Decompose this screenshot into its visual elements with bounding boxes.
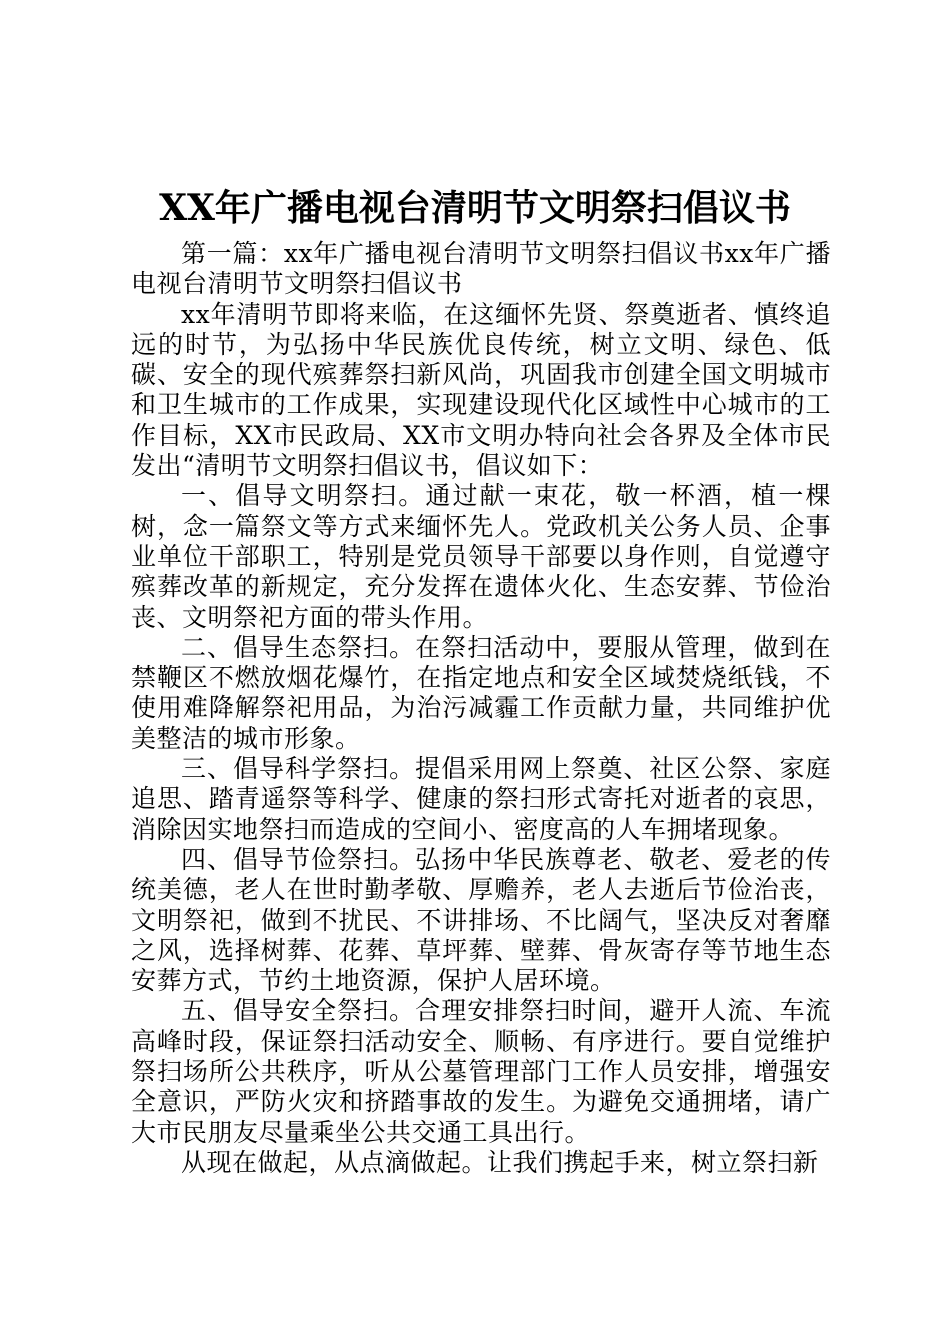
paragraph-item-4: 四、倡导节俭祭扫。弘扬中华民族尊老、敬老、爱老的传统美德，老人在世时勤孝敬、厚赡养，老人去逝后节俭治丧，文明祭祀，做到不扰民、不讲排场、不比阔气，坚决反对奢靡之风，选择树葬、花葬、草坪葬、壁葬、骨灰寄存等节地生态安葬方式，节约土地资源，保护人居环境。 [131,844,831,996]
paragraph-item-5: 五、倡导安全祭扫。合理安排祭扫时间，避开人流、车流高峰时段，保证祭扫活动安全、顺畅、有序进行。要自觉维护祭扫场所公共秩序，听从公墓管理部门工作人员安排，增强安全意识，严防火灾和挤踏事故的发生。为避免交通拥堵，请广大市民朋友尽量乘坐公共交通工具出行。 [131,996,831,1147]
paragraph-item-1: 一、倡导文明祭扫。通过献一束花，敬一杯酒，植一棵树，念一篇祭文等方式来缅怀先人。党政机关公务人员、企事业单位干部职工，特别是党员领导干部要以身作则，自觉遵守殡葬改革的新规定，充分发挥在遗体火化、生态安葬、节俭治丧、文明祭祀方面的带头作用。 [131,481,831,632]
document-title: XX年广播电视台清明节文明祭扫倡议书 [159,187,791,229]
paragraph-preface: xx年清明节即将来临，在这缅怀先贤、祭奠逝者、慎终追远的时节，为弘扬中华民族优良传统，树立文明、绿色、低碳、安全的现代殡葬祭扫新风尚，巩固我市创建全国文明城市和卫生城市的工作成果，实现建设现代化区域性中心城市的工作目标，XX市民政局、XX市文明办特向社会各界及全体市民发出“清明节文明祭扫倡议书，倡议如下： [131,299,831,481]
document-body [131,239,831,1178]
paragraph-item-3: 三、倡导科学祭扫。提倡采用网上祭奠、社区公祭、家庭追思、踏青遥祭等科学、健康的祭扫形式寄托对逝者的哀思，消除因实地祭扫而造成的空间小、密度高的人车拥堵现象。 [131,754,831,844]
paragraph-intro: 第一篇：xx年广播电视台清明节文明祭扫倡议书xx年广播电视台清明节文明祭扫倡议书 [131,239,831,299]
paragraph-closing: 从现在做起，从点滴做起。让我们携起手来，树立祭扫新 [181,1147,819,1177]
paragraph-item-2: 二、倡导生态祭扫。在祭扫活动中，要服从管理，做到在禁鞭区不燃放烟花爆竹，在指定地点和安全区域焚烧纸钱，不使用难降解祭祀用品，为治污减霾工作贡献力量，共同维护优美整洁的城市形象。 [131,632,831,753]
